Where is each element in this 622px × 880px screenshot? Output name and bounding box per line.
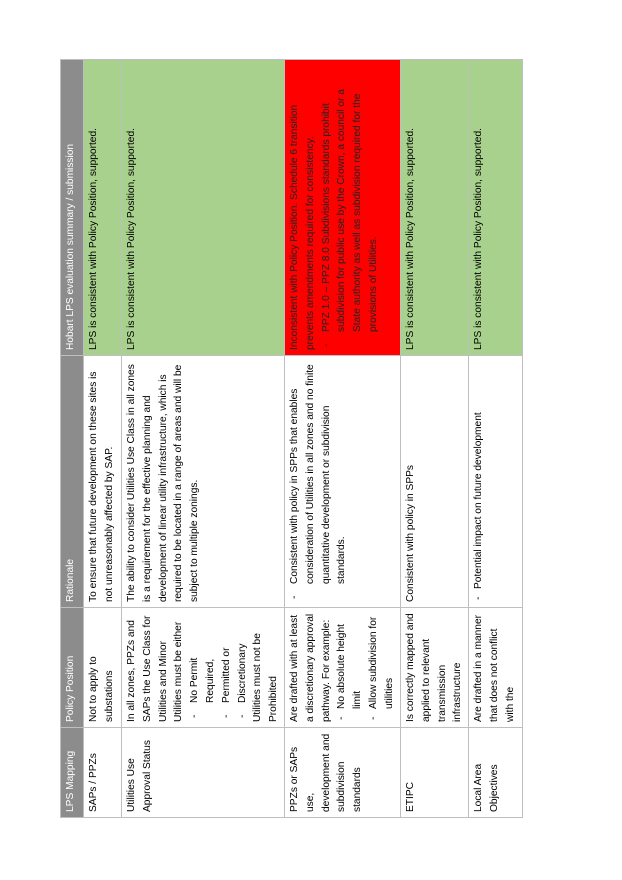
evaluation-cell: LPS is consistent with Policy Position, supported. <box>84 60 122 356</box>
header-lps-mapping: LPS Mapping <box>61 728 84 818</box>
header-evaluation: Hobart LPS evaluation summary / submission <box>61 60 84 356</box>
policy-outro: Utilities must not be Prohibited <box>252 633 280 722</box>
rationale-cell: To ensure that future development on these sites is not unreasonably affected by SAP. <box>84 356 122 608</box>
evaluation-cell <box>285 60 401 356</box>
policy-options-list <box>187 613 250 722</box>
header-row <box>61 60 84 818</box>
rotated-page <box>60 60 516 818</box>
mapping-cell: Local Area Objectives <box>469 728 523 818</box>
evaluation-cell: LPS is consistent with Policy Position, supported. <box>401 60 469 356</box>
list-item: - No absolute height limit <box>334 613 366 722</box>
rationale-cell <box>285 356 401 608</box>
rationale-cell: The ability to consider Utilities Use Class in all zones is a requirement for the effective planning and development of linear utility infrastructure, which is required to be located in a range of areas and will be subject to multiple zonings. <box>122 356 285 608</box>
policy-intro: Are drafted with at least a discretionary approval pathway. For example: <box>289 613 332 722</box>
table-row <box>469 60 523 818</box>
table-row <box>122 60 285 818</box>
evaluation-intro: Inconsistent with Policy Position. Schedule 6 transition prevents amendments required for consistency. <box>289 104 316 350</box>
lps-evaluation-table <box>60 59 523 818</box>
policy-items-list <box>334 613 397 722</box>
list-item: - Allow subdivision for utilities <box>366 613 398 722</box>
policy-cell: Is correctly mapped and applied to relevant transmission infrastructure <box>401 608 469 728</box>
mapping-cell: PPZs or SAPs use, development and subdivision standards <box>285 728 401 818</box>
list-item: - No Permit Required, <box>187 613 219 722</box>
evaluation-list <box>319 65 382 350</box>
table-row <box>84 60 122 818</box>
policy-cell <box>122 608 285 728</box>
policy-cell: Not to apply to substations <box>84 608 122 728</box>
policy-intro: In all zones, PPZs and SAPs the Use Class for Utilities and Minor Utilities must be either <box>126 615 185 722</box>
list-item: - Permitted or <box>219 613 235 722</box>
list-item: - Potential impact on future development <box>471 361 487 602</box>
rationale-list <box>287 361 350 602</box>
header-policy-position: Policy Position <box>61 608 84 728</box>
evaluation-cell: LPS is consistent with Policy Position, supported. <box>122 60 285 356</box>
header-rationale: Rationale <box>61 356 84 608</box>
list-item: - Consistent with policy in SPPs that enables consideration of Utilities in all zones and no finite quantitative development or subdivision standards. <box>287 361 350 602</box>
mapping-cell: ETIPC <box>401 728 469 818</box>
mapping-cell: Utilities Use Approval Status <box>122 728 285 818</box>
list-item: - PPZ 1.0 – PPZ 8.0 Subdivisions standards prohibit subdivision for public use by the Crown, a council or a State authority as well as subdivision required for the provisions of Utilities. <box>319 65 382 350</box>
policy-cell: Are drafted in a manner that does not conflict with the <box>469 608 523 728</box>
rationale-list <box>471 361 487 602</box>
table-row <box>285 60 401 818</box>
table-row <box>401 60 469 818</box>
evaluation-cell: LPS is consistent with Policy Position, supported. <box>469 60 523 356</box>
list-item: - Discretionary <box>235 613 251 722</box>
rationale-cell <box>469 356 523 608</box>
mapping-cell: SAPs / PPZs <box>84 728 122 818</box>
rationale-cell: Consistent with policy in SPPs <box>401 356 469 608</box>
policy-cell <box>285 608 401 728</box>
